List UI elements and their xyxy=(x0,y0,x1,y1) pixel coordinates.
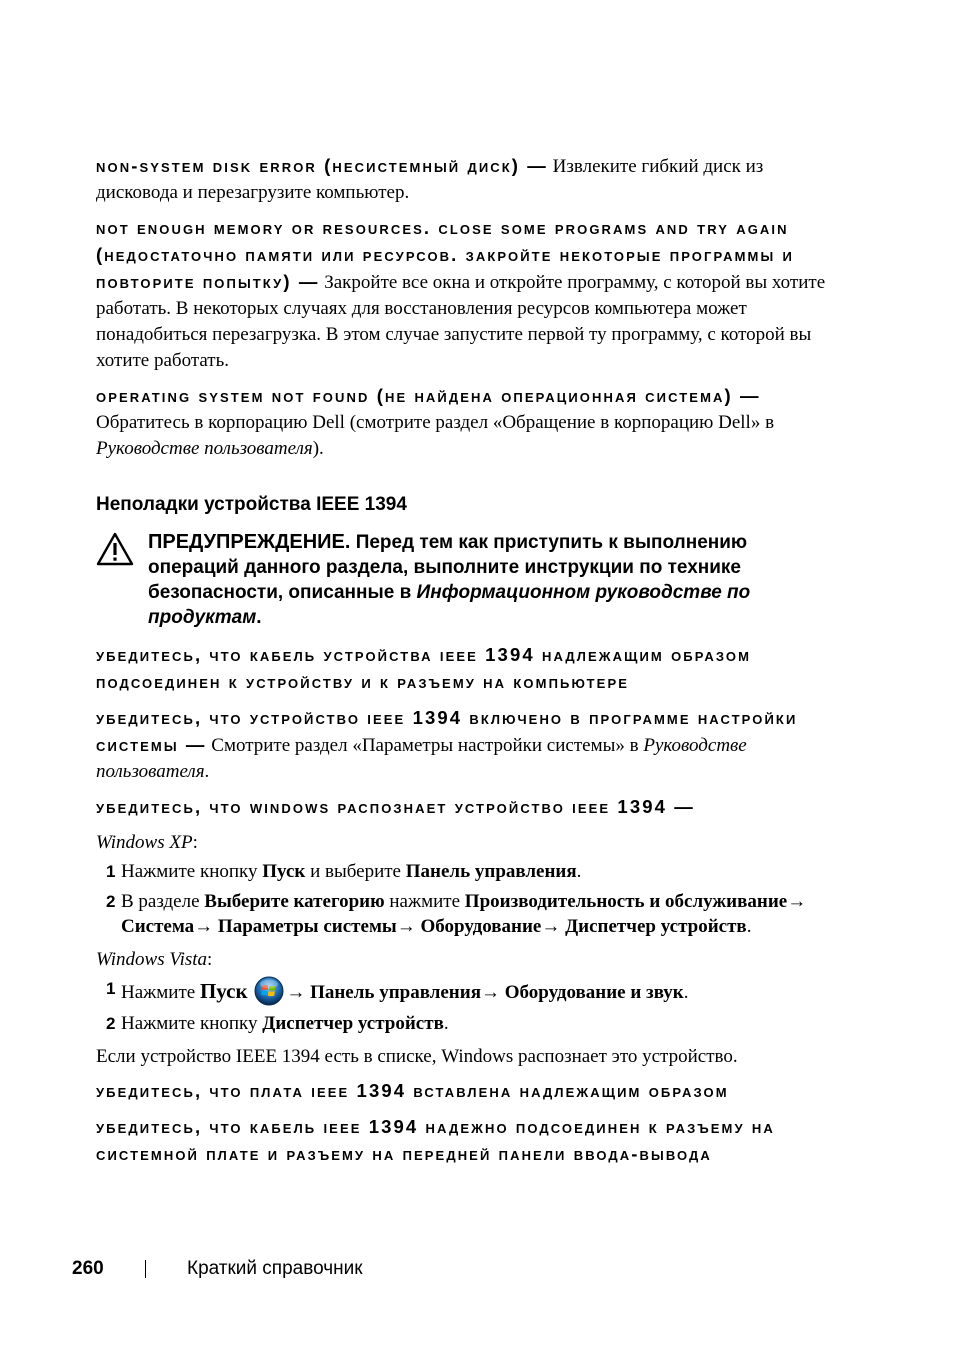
check-heading: убедитесь, что плата ieee 1394 вставлена надлежащим образом xyxy=(96,1080,729,1101)
warning-title: ПРЕДУПРЕЖДЕНИЕ. xyxy=(148,531,351,553)
check-device-enabled xyxy=(96,705,836,785)
error-heading: non-system disk error (несистемный диск) — xyxy=(96,155,548,176)
error-heading: not enough memory or resources. close some programs and try again (недостаточно памяти или ресурсов. закройте некоторые программы и повторите попытку) — xyxy=(96,217,794,292)
category-label: Выберите категорию xyxy=(204,891,385,912)
guide-reference: Руководстве пользователя xyxy=(96,438,313,459)
step-number: 1 xyxy=(106,862,116,881)
error-description-part: Обратитесь в корпорацию Dell (смотрите раздел «Обращение в корпорацию Dell» в xyxy=(96,412,775,433)
check-card-inserted xyxy=(96,1078,836,1105)
check-heading: убедитесь, что устройство ieee 1394 включено в программе настройки системы — xyxy=(96,707,798,755)
error-heading: operating system not found (не найдена операционная система) — xyxy=(96,385,761,406)
os-name: Windows XP xyxy=(96,832,193,853)
recognized-note: Если устройство IEEE 1394 есть в списке, Windows распознает это устройство. xyxy=(96,1046,738,1067)
step-number: 2 xyxy=(106,1014,116,1033)
guide-reference: Руководстве пользователя xyxy=(96,735,747,782)
step-text: . xyxy=(443,1013,449,1034)
check-cable-connected xyxy=(96,642,836,696)
page-content xyxy=(96,153,836,1177)
error-entry-non-system-disk xyxy=(96,153,836,206)
warning-text-end: . xyxy=(256,607,262,628)
os-label-xp xyxy=(96,830,836,855)
step-text: . xyxy=(746,916,752,937)
check-heading: убедитесь, что windows распознает устройство ieee 1394 — xyxy=(96,796,695,817)
check-description-part: . xyxy=(204,761,210,782)
step-text: Нажмите кнопку xyxy=(121,861,263,882)
windows-start-icon xyxy=(254,976,284,1006)
menu-path: → Панель управления→ Оборудование и звук xyxy=(286,982,684,1003)
device-manager-label: Диспетчер устройств xyxy=(262,1013,444,1034)
page-number: 260 xyxy=(72,1258,104,1279)
check-heading: убедитесь, что кабель устройства ieee 1394 надлежащим образом подсоединен к устройству и к разъему на компьютере xyxy=(96,644,752,692)
warning-triangle-icon xyxy=(96,532,134,566)
step-text: В разделе xyxy=(121,891,205,912)
check-windows-recognizes xyxy=(96,794,836,821)
warning-guide-reference: Информационном руководстве по продуктам xyxy=(148,582,751,628)
step-number: 2 xyxy=(106,892,116,911)
step-text: Нажмите xyxy=(121,982,200,1003)
warning-notice xyxy=(96,530,836,630)
error-entry-os-not-found xyxy=(96,383,836,462)
os-label-vista xyxy=(96,947,836,972)
os-label-colon: : xyxy=(192,832,198,853)
check-heading: убедитесь, что кабель ieee 1394 надежно подсоединен к разъему на системной плате и разъему на передней панели ввода-вывода xyxy=(96,1116,775,1164)
error-description xyxy=(96,412,774,459)
check-cable-secure xyxy=(96,1114,836,1168)
error-entry-not-enough-memory xyxy=(96,215,836,374)
list-item xyxy=(96,859,836,884)
step-text: и выберите xyxy=(305,861,406,882)
xp-steps xyxy=(96,859,836,939)
vista-steps xyxy=(96,976,836,1036)
error-description-part: ). xyxy=(312,438,324,459)
os-label-colon: : xyxy=(207,949,213,970)
section-title: Неполадки устройства IEEE 1394 xyxy=(96,494,407,515)
error-description: Закройте все окна и откройте программу, с которой вы хотите работать. В некоторых случаях для восстановления ресурсов компьютера может понадобиться перезагрузка. В этом случае запустите первой ту программу, с которой вы хотите работать. xyxy=(96,272,826,371)
menu-path: Производительность и обслуживание→ Система→ Параметры системы→ Оборудование→ Диспетчер устройств xyxy=(121,891,807,937)
step-text: . xyxy=(683,982,689,1003)
warning-text: Перед тем как приступить к выполнению операций данного раздела, выполните инструкции по технике безопасности, описанные в xyxy=(148,532,748,603)
step-text: . xyxy=(576,861,582,882)
footer-divider xyxy=(145,1260,146,1278)
start-menu-label: Пуск xyxy=(262,861,306,882)
step-number: 1 xyxy=(106,979,116,998)
list-item xyxy=(96,976,836,1006)
os-name: Windows Vista xyxy=(96,949,208,970)
control-panel-label: Панель управления xyxy=(405,861,577,882)
error-description: Извлеките гибкий диск из дисковода и перезагрузите компьютер. xyxy=(96,156,764,203)
start-menu-label: Пуск xyxy=(199,979,248,1003)
footer-title: Краткий справочник xyxy=(187,1258,363,1279)
step-text: Нажмите кнопку xyxy=(121,1013,263,1034)
check-description-part: Смотрите раздел «Параметры настройки системы» в xyxy=(206,735,644,756)
step-text: нажмите xyxy=(384,891,465,912)
list-item xyxy=(96,889,836,939)
list-item xyxy=(96,1011,836,1036)
